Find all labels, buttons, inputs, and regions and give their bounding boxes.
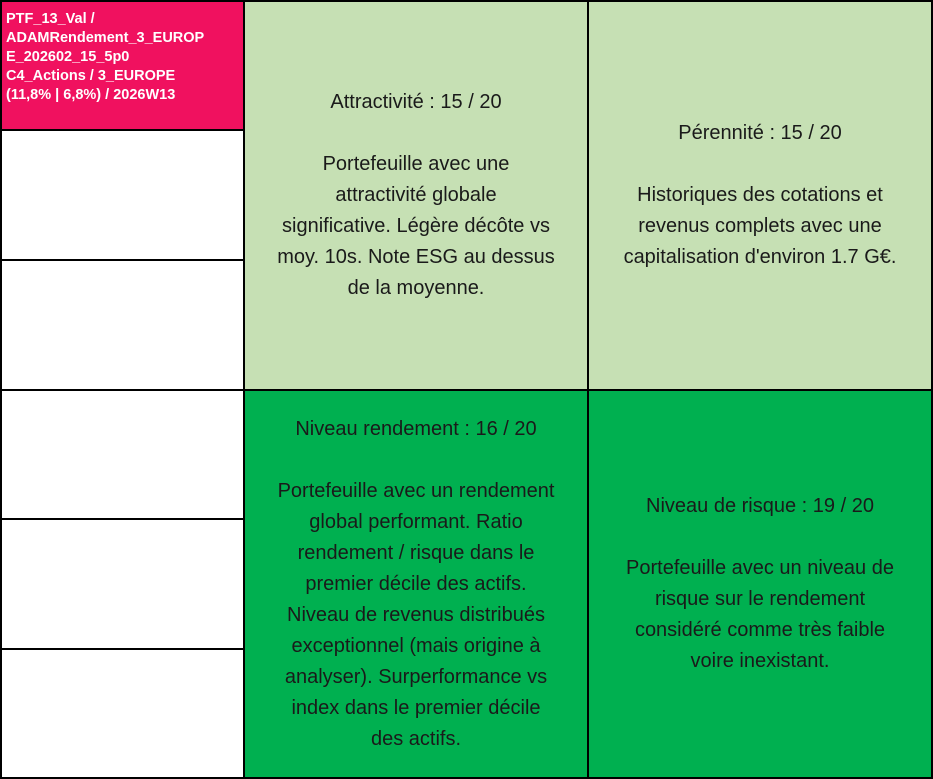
- rendement-description: [278, 476, 555, 755]
- description-line: Portefeuille avec une: [322, 153, 510, 175]
- portfolio-title-line: E_202602_15_5p0: [6, 49, 130, 65]
- description-line: index dans le premier décile: [291, 696, 541, 719]
- description-line: Portefeuille avec un niveau de: [626, 557, 894, 579]
- description-line: rendement / risque dans le: [297, 541, 535, 564]
- portfolio-title-cell: [0, 0, 245, 131]
- perennite-heading: Pérennité : 15 / 20: [678, 122, 842, 144]
- empty-cell: [0, 648, 245, 779]
- risque-quadrant: [587, 389, 933, 779]
- description-line: risque sur le rendement: [654, 588, 866, 610]
- portfolio-title-line: C4_Actions / 3_EUROPE: [6, 68, 176, 84]
- description-line: voire inexistant.: [690, 650, 830, 672]
- rendement-heading: Niveau rendement : 16 / 20: [295, 417, 537, 440]
- empty-cell: [0, 129, 245, 261]
- rendement-quadrant: [243, 389, 589, 779]
- attractivite-description: [277, 149, 555, 304]
- perennite-quadrant: [587, 0, 933, 391]
- empty-cell: [0, 259, 245, 391]
- risque-heading: Niveau de risque : 19 / 20: [646, 495, 874, 517]
- description-line: revenus complets avec une: [638, 215, 882, 237]
- description-line: des actifs.: [370, 727, 462, 750]
- portfolio-title-line: (11,8% | 6,8%) / 2026W13: [6, 87, 176, 103]
- risque-description: [626, 553, 894, 677]
- description-line: Portefeuille avec un rendement: [277, 479, 555, 502]
- perennite-description: [624, 180, 897, 273]
- description-line: de la moyenne.: [347, 277, 485, 299]
- empty-cell: [0, 389, 245, 521]
- attractivite-quadrant: [243, 0, 589, 391]
- description-line: Niveau de revenus distribués: [287, 603, 545, 626]
- description-line: analyser). Surperformance vs: [284, 665, 548, 688]
- description-line: considéré comme très faible: [634, 619, 886, 641]
- description-line: moy. 10s. Note ESG au dessus: [277, 246, 555, 268]
- portfolio-title-line: ADAMRendement_3_EUROP: [6, 30, 205, 46]
- description-line: global performant. Ratio: [309, 510, 523, 533]
- empty-cell: [0, 518, 245, 650]
- portfolio-title-line: PTF_13_Val /: [6, 11, 95, 27]
- description-line: Historiques des cotations et: [637, 184, 883, 206]
- description-line: premier décile des actifs.: [305, 572, 527, 595]
- description-line: exceptionnel (mais origine à: [291, 634, 541, 657]
- description-line: attractivité globale: [335, 184, 497, 206]
- attractivite-heading: Attractivité : 15 / 20: [330, 91, 502, 113]
- description-line: capitalisation d'environ 1.7 G€.: [623, 246, 897, 268]
- description-line: significative. Légère décôte vs: [282, 215, 550, 237]
